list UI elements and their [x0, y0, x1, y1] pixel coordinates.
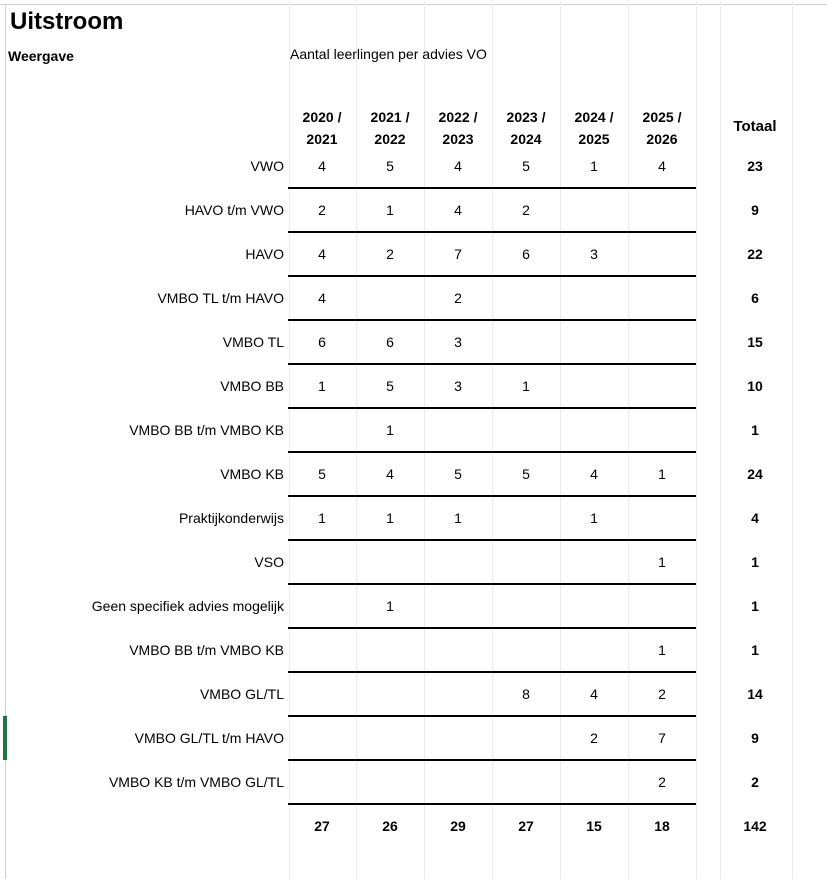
gridline-column — [696, 0, 697, 879]
value-cell[interactable]: 1 — [318, 510, 326, 526]
value-cell[interactable]: 1 — [386, 422, 394, 438]
row-label: VMBO BB t/m VMBO KB — [129, 422, 284, 438]
column-total-cell[interactable]: 27 — [518, 818, 534, 834]
row-separator — [288, 495, 696, 497]
value-cell[interactable]: 3 — [454, 378, 462, 394]
year-header-line1: 2022 / — [438, 109, 478, 125]
row-total-cell[interactable]: 1 — [751, 598, 759, 614]
row-separator — [288, 407, 696, 409]
value-cell[interactable]: 2 — [658, 686, 666, 702]
value-cell[interactable]: 4 — [590, 466, 598, 482]
year-header-line1: 2021 / — [370, 109, 410, 125]
column-total-cell[interactable]: 15 — [586, 818, 602, 834]
value-cell[interactable]: 5 — [522, 158, 530, 174]
row-total-cell[interactable]: 9 — [751, 202, 759, 218]
gridline-column — [628, 0, 629, 879]
value-cell[interactable]: 4 — [318, 158, 326, 174]
row-total-cell[interactable]: 9 — [751, 730, 759, 746]
value-cell[interactable]: 4 — [658, 158, 666, 174]
row-label: VMBO TL — [222, 334, 284, 350]
row-separator — [288, 275, 696, 277]
value-cell[interactable]: 2 — [454, 290, 462, 306]
gridline-column — [289, 0, 290, 879]
row-total-cell[interactable]: 1 — [751, 422, 759, 438]
sheet-title: Uitstroom — [10, 8, 124, 35]
value-cell[interactable]: 1 — [590, 158, 598, 174]
row-label: HAVO t/m VWO — [184, 202, 284, 218]
value-cell[interactable]: 5 — [522, 466, 530, 482]
value-cell[interactable]: 1 — [318, 378, 326, 394]
value-cell[interactable]: 1 — [386, 598, 394, 614]
value-cell[interactable]: 5 — [386, 158, 394, 174]
year-header-line2: 2026 — [646, 131, 678, 147]
value-cell[interactable]: 1 — [658, 466, 666, 482]
row-total-cell[interactable]: 24 — [747, 466, 763, 482]
value-cell[interactable]: 2 — [522, 202, 530, 218]
row-separator — [288, 759, 696, 761]
value-cell[interactable]: 1 — [386, 510, 394, 526]
value-cell[interactable]: 7 — [454, 246, 462, 262]
row-separator — [288, 671, 696, 673]
value-cell[interactable]: 3 — [590, 246, 598, 262]
value-cell[interactable]: 6 — [318, 334, 326, 350]
value-cell[interactable]: 1 — [386, 202, 394, 218]
value-cell[interactable]: 2 — [658, 774, 666, 790]
row-separator — [288, 363, 696, 365]
value-cell[interactable]: 3 — [454, 334, 462, 350]
value-cell[interactable]: 1 — [658, 642, 666, 658]
value-cell[interactable]: 4 — [454, 202, 462, 218]
total-header: Totaal — [733, 118, 777, 135]
year-header — [360, 106, 420, 150]
row-total-cell[interactable]: 6 — [751, 290, 759, 306]
gridline-column — [792, 0, 793, 879]
value-cell[interactable]: 1 — [658, 554, 666, 570]
value-cell[interactable]: 5 — [318, 466, 326, 482]
year-header-line1: 2020 / — [302, 109, 342, 125]
value-cell[interactable]: 7 — [658, 730, 666, 746]
row-label: VWO — [250, 158, 284, 174]
row-label: VSO — [254, 554, 284, 570]
row-separator — [288, 231, 696, 233]
value-cell[interactable]: 4 — [318, 246, 326, 262]
row-separator — [288, 451, 696, 453]
row-total-cell[interactable]: 15 — [747, 334, 763, 350]
row-label: VMBO KB t/m VMBO GL/TL — [108, 774, 284, 790]
year-header — [564, 106, 624, 150]
row-total-cell[interactable]: 14 — [747, 686, 763, 702]
year-header-line2: 2021 — [306, 131, 338, 147]
table-caption: Aantal leerlingen per advies VO — [290, 46, 487, 62]
row-total-cell[interactable]: 4 — [751, 510, 759, 526]
year-header-line1: 2023 / — [506, 109, 546, 125]
column-total-cell[interactable]: 29 — [450, 818, 466, 834]
year-header — [632, 106, 692, 150]
column-total-cell[interactable]: 18 — [654, 818, 670, 834]
row-total-cell[interactable]: 1 — [751, 642, 759, 658]
value-cell[interactable]: 6 — [522, 246, 530, 262]
column-total-cell[interactable]: 27 — [314, 818, 330, 834]
value-cell[interactable]: 4 — [386, 466, 394, 482]
gridline-column — [560, 0, 561, 879]
row-label: HAVO — [245, 246, 284, 262]
value-cell[interactable]: 2 — [590, 730, 598, 746]
value-cell[interactable]: 1 — [522, 378, 530, 394]
row-total-cell[interactable]: 22 — [747, 246, 763, 262]
row-total-cell[interactable]: 2 — [751, 774, 759, 790]
year-header-line2: 2022 — [374, 131, 406, 147]
year-header-line1: 2024 / — [574, 109, 614, 125]
row-total-cell[interactable]: 1 — [751, 554, 759, 570]
view-label: Weergave — [8, 48, 74, 64]
row-separator — [288, 319, 696, 321]
row-separator — [288, 539, 696, 541]
sheet-top-border — [0, 4, 827, 5]
value-cell[interactable]: 6 — [386, 334, 394, 350]
row-label: Geen specifiek advies mogelijk — [91, 598, 284, 614]
value-cell[interactable]: 4 — [590, 686, 598, 702]
gridline-column — [424, 0, 425, 879]
row-separator — [288, 715, 696, 717]
row-label: VMBO GL/TL — [199, 686, 284, 702]
row-separator — [288, 803, 696, 805]
row-label: VMBO TL t/m HAVO — [157, 290, 284, 306]
year-header — [496, 106, 556, 150]
year-header — [292, 106, 352, 150]
grand-total-cell[interactable]: 142 — [743, 818, 767, 834]
year-header-line2: 2024 — [510, 131, 542, 147]
row-total-cell[interactable]: 23 — [747, 158, 763, 174]
year-header-line1: 2025 / — [642, 109, 682, 125]
value-cell[interactable]: 5 — [386, 378, 394, 394]
row-label: Praktijkonderwijs — [178, 510, 284, 526]
year-header — [428, 106, 488, 150]
value-cell[interactable]: 4 — [318, 290, 326, 306]
row-label: VMBO BB t/m VMBO KB — [129, 642, 284, 658]
row-label: VMBO GL/TL t/m HAVO — [134, 730, 284, 746]
value-cell[interactable]: 2 — [318, 202, 326, 218]
year-header-line2: 2023 — [442, 131, 474, 147]
gridline-column — [492, 0, 493, 879]
row-label: VMBO BB — [220, 378, 284, 394]
value-cell[interactable]: 5 — [454, 466, 462, 482]
row-separator — [288, 583, 696, 585]
row-label: VMBO KB — [220, 466, 284, 482]
year-header-line2: 2025 — [578, 131, 610, 147]
value-cell[interactable]: 8 — [522, 686, 530, 702]
value-cell[interactable]: 1 — [454, 510, 462, 526]
column-total-cell[interactable]: 26 — [382, 818, 398, 834]
row-separator — [288, 187, 696, 189]
gridline-column — [356, 0, 357, 879]
row-separator — [288, 627, 696, 629]
value-cell[interactable]: 4 — [454, 158, 462, 174]
row-total-cell[interactable]: 10 — [747, 378, 763, 394]
value-cell[interactable]: 1 — [590, 510, 598, 526]
value-cell[interactable]: 2 — [386, 246, 394, 262]
